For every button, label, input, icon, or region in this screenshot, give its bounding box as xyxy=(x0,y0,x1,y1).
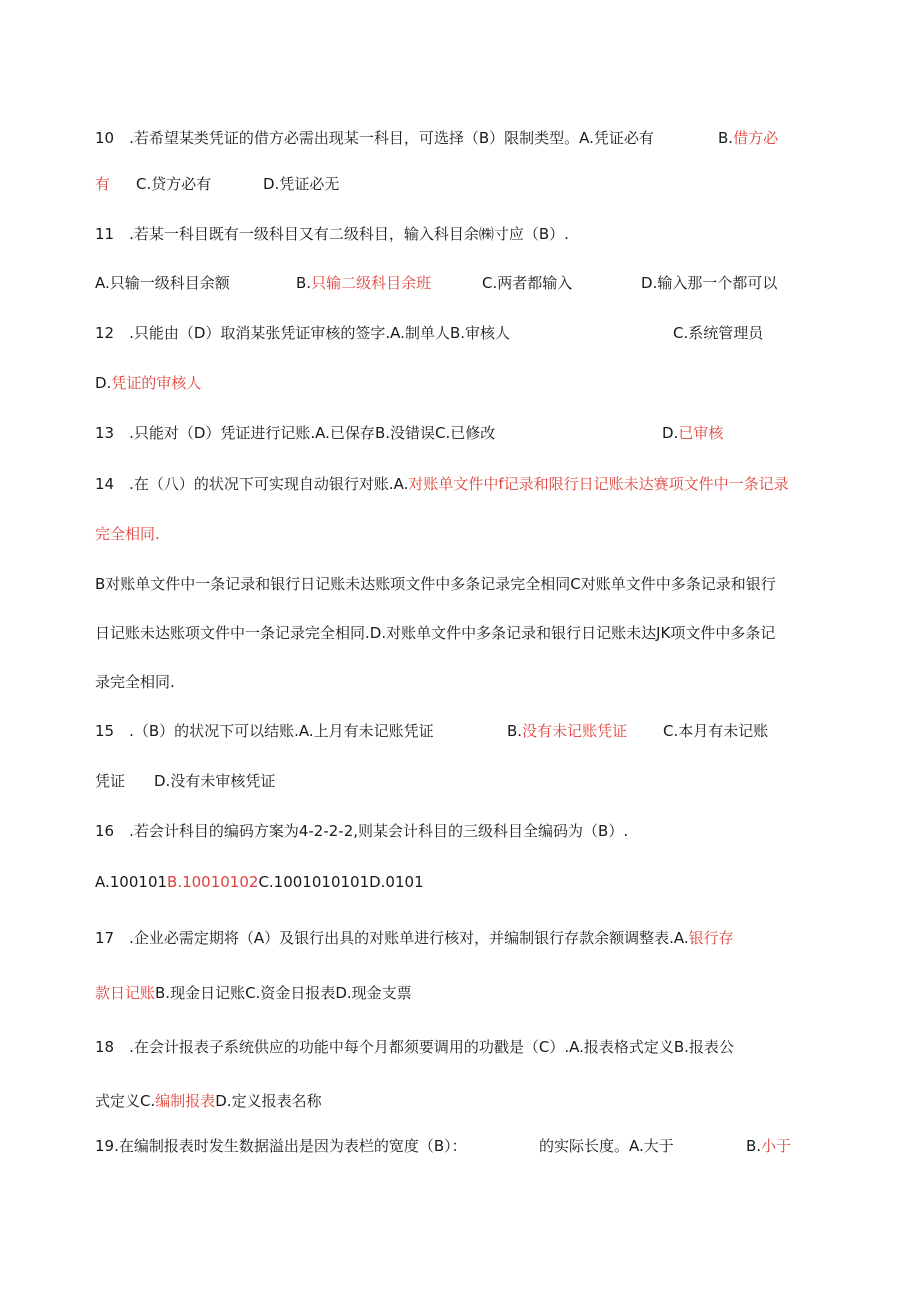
q19-option-b-prefix: B. xyxy=(746,1137,762,1155)
q16-option-b-answer: B.10010102 xyxy=(167,873,259,891)
q12-option-d xyxy=(95,373,201,393)
q13-stem: 13 .只能对（D）凭证进行记账.A.已保存B.没错误C.已修改 xyxy=(95,424,496,442)
q19-option-b-answer: 小于 xyxy=(761,1137,792,1155)
q11-option-b xyxy=(296,273,431,293)
q13-option-d-answer: 已审核 xyxy=(678,424,724,442)
q17-stem-text: 17 .企业必需定期将（A）及银行出具的对账单进行核对，并编制银行存款余额调整表.A. xyxy=(95,929,689,947)
q19-option-b xyxy=(746,1136,791,1156)
q14-stem-text: 14 .在（八）的状况下可实现自动银行对账.A. xyxy=(95,475,409,493)
q11-option-a: A.只输一级科目余额 xyxy=(95,274,230,292)
q15-option-b-answer: 没有未记账凭证 xyxy=(522,722,628,740)
q10-stem: 10 .若希望某类凭证的借方必需出现某一科目，可选择（B）限制类型。A.凭证必有 xyxy=(95,129,654,147)
q12-option-d-answer: 凭证的审核人 xyxy=(111,374,202,392)
q12-option-c: C.系统管理员 xyxy=(673,324,764,342)
q18-option-d: D.定义报表名称 xyxy=(215,1092,322,1110)
q18-stem-cont: 式定义C. xyxy=(95,1092,156,1110)
q18-options xyxy=(95,1091,322,1111)
q13-option-d-prefix: D. xyxy=(662,424,679,442)
q19-stem: 19.在编制报表时发生数据溢出是因为表栏的宽度（B）： xyxy=(95,1137,467,1155)
q19-stem-cont: 的实际长度。A.大于 xyxy=(539,1137,674,1155)
q15-option-c-cont: 凭证 xyxy=(95,772,126,790)
q10-option-b-cont: 有 xyxy=(95,175,111,193)
q15-option-d: D.没有未审核凭证 xyxy=(154,772,276,790)
q17-option-a-answer-cont: 款日记账 xyxy=(95,984,156,1002)
q16-option-a: A.100101 xyxy=(95,873,168,891)
q12-option-d-prefix: D. xyxy=(95,374,112,392)
q14-option-a-answer-cont: 完全相同. xyxy=(95,525,160,543)
q11-option-d: D.输入那一个都可以 xyxy=(641,274,778,292)
q15-option-c: C.本月有未记账 xyxy=(663,722,769,740)
q11-option-c: C.两者都输入 xyxy=(482,274,573,292)
q14-stem xyxy=(95,474,789,494)
q16-option-cd: C.1001010101D.0101 xyxy=(258,873,424,891)
q17-stem xyxy=(95,928,734,948)
q17-options-rest: B.现金日记账C.资金日报表D.现金支票 xyxy=(155,984,412,1002)
q10-option-b-answer: 借方必 xyxy=(733,129,779,147)
q17-option-a-answer: 银行存 xyxy=(688,929,734,947)
q11-stem: 11 .若某一科目既有一级科目又有二级科目，输入科目余㈱寸应（B）. xyxy=(95,225,569,243)
q14-option-a-answer: 对账单文件中f记录和限行日记账未达赛项文件中一条记录 xyxy=(408,475,789,493)
q14-options-line-1: B对账单文件中一条记录和银行日记账未达账项文件中多条记录完全相同C对账单文件中多条记录和银行 xyxy=(95,575,776,593)
q14-options-line-3: 录完全相同. xyxy=(95,673,175,691)
q11-option-b-prefix: B. xyxy=(296,274,312,292)
q10-option-d: D.凭证必无 xyxy=(263,175,340,193)
q18-option-c-answer: 编制报表 xyxy=(155,1092,216,1110)
q16-options xyxy=(95,872,424,892)
q11-option-b-answer: 只输二级科目余班 xyxy=(311,274,432,292)
q15-option-b xyxy=(507,721,627,741)
q13-option-d xyxy=(662,423,723,443)
q10-option-b-prefix: B. xyxy=(718,129,734,147)
q10-option-b xyxy=(718,128,778,148)
q17-options xyxy=(95,983,412,1003)
q15-stem: 15 .（B）的状况下可以结账.A.上月有未记账凭证 xyxy=(95,722,434,740)
q16-stem: 16 .若会计科目的编码方案为4-2-2-2,则某会计科目的三级科目全编码为（B）. xyxy=(95,822,629,840)
q10-option-c: C.贷方必有 xyxy=(136,175,212,193)
q14-options-line-2: 日记账未达账项文件中一条记录完全相同.D.对账单文件中多条记录和银行日记账未达JK项文件中多条记 xyxy=(95,624,776,642)
q18-stem: 18 .在会计报表子系统供应的功能中每个月都须要调用的功戳是（C）.A.报表格式定义B.报表公 xyxy=(95,1038,734,1056)
q15-option-b-prefix: B. xyxy=(507,722,523,740)
q12-stem: 12 .只能由（D）取消某张凭证审核的签字.A.制单人B.审核人 xyxy=(95,324,510,342)
